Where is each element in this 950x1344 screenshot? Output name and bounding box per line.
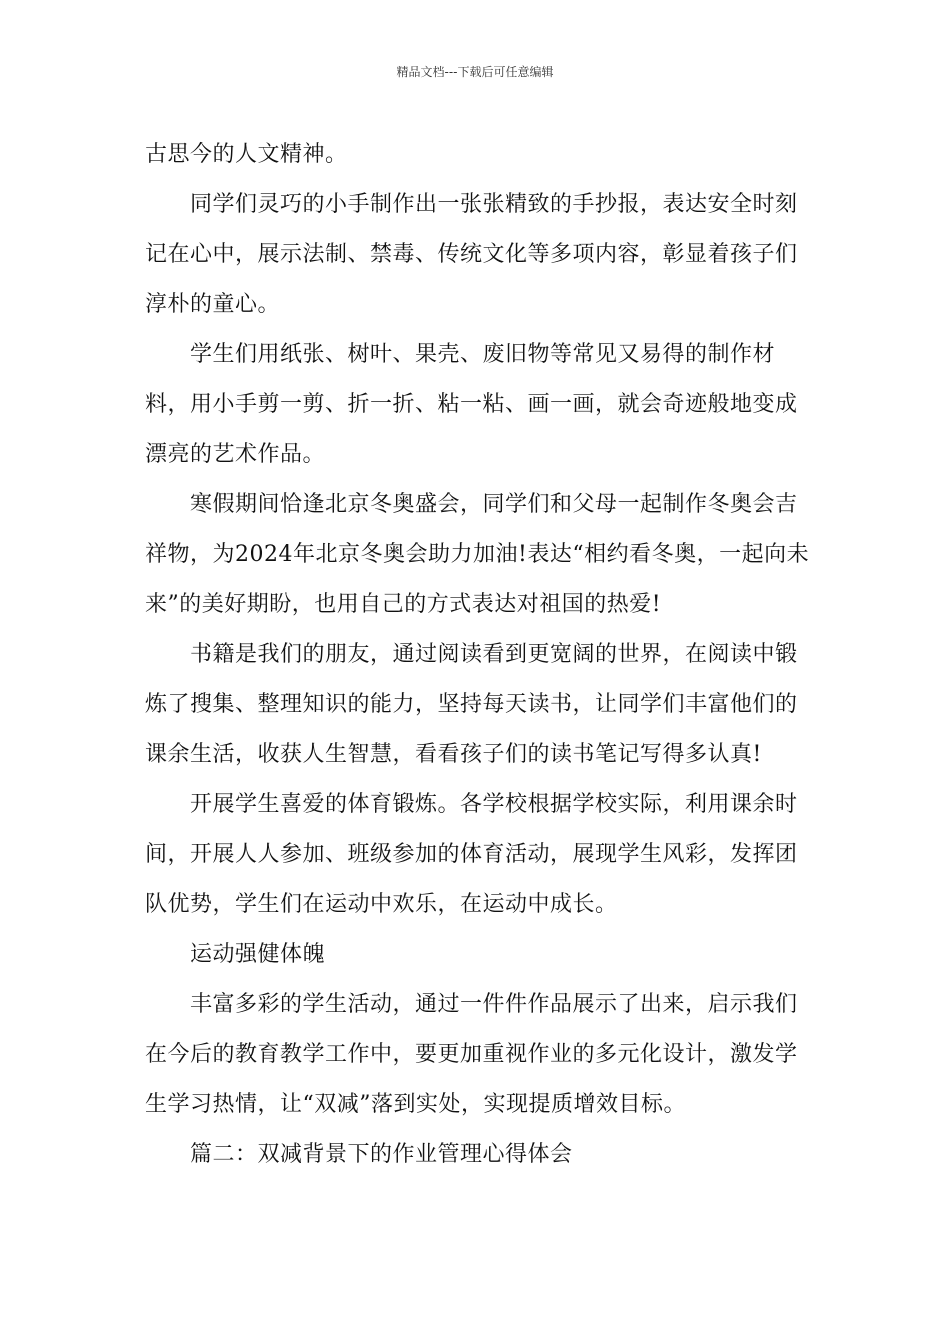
page-header: 精品文档---下载后可任意编辑 xyxy=(396,65,554,79)
section-heading: 篇二：双减背景下的作业管理心得体会 xyxy=(190,1142,573,1167)
paragraph: 丰富多彩的学生活动，通过一件件作品展示了出来，启示我们在今后的教育教学工作中，要更加重视作业的多元化设计，激发学生学习热情，让“双减”落到实处，实现提质增效目标。 xyxy=(145,992,798,1117)
paragraph: 学生们用纸张、树叶、果壳、废旧物等常见又易得的制作材料，用小手剪一剪、折一折、粘一粘、画一画，就会奇迹般地变成漂亮的艺术作品。 xyxy=(145,342,798,467)
paragraph: 同学们灵巧的小手制作出一张张精致的手抄报，表达安全时刻记在心中，展示法制、禁毒、传统文化等多项内容，彰显着孩子们淳朴的童心。 xyxy=(145,192,798,317)
document-body xyxy=(145,130,815,1180)
section-heading: 运动强健体魄 xyxy=(190,942,326,967)
paragraph: 书籍是我们的朋友，通过阅读看到更宽阔的世界，在阅读中锻炼了搜集、整理知识的能力，坚持每天读书，让同学们丰富他们的课余生活，收获人生智慧，看看孩子们的读书笔记写得多认真! xyxy=(145,642,798,767)
paragraph: 寒假期间恰逢北京冬奥盛会，同学们和父母一起制作冬奥会吉祥物，为2024年北京冬奥会助力加油!表达“相约看冬奥，一起向未来”的美好期盼，也用自己的方式表达对祖国的热爱! xyxy=(145,492,810,617)
paragraph: 古思今的人文精神。 xyxy=(145,142,348,167)
paragraph: 开展学生喜爱的体育锻炼。各学校根据学校实际，利用课余时间，开展人人参加、班级参加的体育活动，展现学生风彩，发挥团队优势，学生们在运动中欢乐，在运动中成长。 xyxy=(145,792,798,917)
